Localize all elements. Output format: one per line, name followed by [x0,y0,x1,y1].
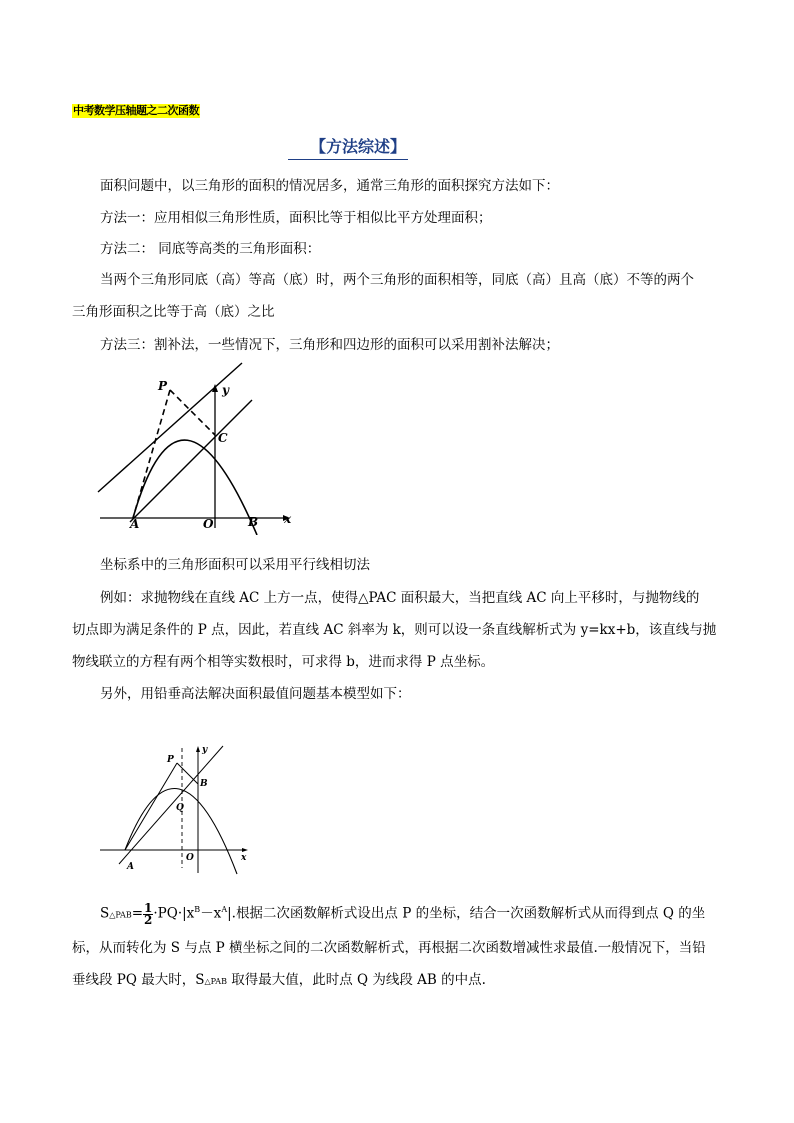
formula-fraction [143,900,153,927]
paragraph-method-1: 方法一：应用相似三角形性质，面积比等于相似比平方处理面积； [100,210,492,226]
label-a: A [127,862,134,872]
paragraph-intro: 面积问题中，以三角形的面积的情况居多，通常三角形的面积探究方法如下： [100,178,559,194]
paragraph-example-a: 例如：求抛物线在直线 AC 上方一点，使得△PAC 面积最大，当把直线 AC 向上平移时，与抛物线的 [100,590,700,606]
paragraph-method-2-detail-a: 当两个三角形同底（高）等高（底）时，两个三角形的面积相等，同底（高）且高（底）不等的两个 [100,272,694,288]
paragraph-tangent-method: 坐标系中的三角形面积可以采用平行线相切法 [100,557,370,573]
figure-parallel-tangent [90,360,305,535]
formula-denominator: 2 [144,912,153,927]
label-p: P [167,755,174,765]
label-b: B [200,779,208,789]
formula-sup-b: B [194,905,201,914]
formula-eq: = [131,905,144,922]
formula-mid: ·PQ·|x [153,905,195,922]
paragraph-formula-c [72,972,722,990]
formula-bar: |. [227,905,236,922]
section-heading: 【方法综述】 [288,136,408,160]
formula-rest: 根据二次函数解析式设出点 P 的坐标，结合一次函数解析式从而得到点 Q 的坐 [235,905,706,922]
paragraph-formula [72,902,750,926]
paragraph-method-2: 方法二： 同底等高类的三角形面积： [100,241,321,257]
formula-sup-a: A [221,905,228,914]
label-y: y [202,745,208,755]
formula-numerator: 1 [144,900,153,915]
conclusion-post: 取得最大值，此时点 Q 为线段 AB 的中点. [226,972,486,988]
label-x: x [284,512,292,526]
label-o: O [186,853,194,863]
label-p: P [158,379,168,393]
conclusion-pre: 垂线段 PQ 最大时，S [72,972,205,988]
label-y: y [222,383,229,397]
formula-minus: －x [200,905,222,922]
paragraph-method-2-detail-b: 三角形面积之比等于高（底）之比 [72,304,275,320]
topic-tag: 中考数学压轴题之二次函数 [73,104,199,117]
paragraph-vertical-height: 另外，用铅垂高法解决面积最值问题基本模型如下： [100,686,411,702]
label-x: x [241,853,247,863]
label-c: C [218,431,228,445]
paragraph-example-c: 物线联立的方程有两个相等实数根时，可求得 b，进而求得 P 点坐标。 [72,654,495,670]
formula-s-subscript: △PAB [109,910,132,920]
paragraph-method-3: 方法三：割补法，一些情况下，三角形和四边形的面积可以采用割补法解决； [100,337,559,353]
paragraph-formula-b: 标，从而转化为 S 与点 P 横坐标之间的二次函数解析式，再根据二次函数增减性求最值.一般情况下，当铅 [72,940,706,956]
figure-vertical-height [95,738,255,878]
label-q: Q [176,803,184,813]
paragraph-example-b: 切点即为满足条件的 P 点，因此，若直线 AC 斜率为 k，则可以设一条直线解析式为 y=kx+b，该直线与抛 [72,622,717,638]
label-a: A [130,517,140,531]
formula-s: S [100,905,110,922]
label-o: O [203,517,214,531]
conclusion-subscript: △PAB [204,977,227,986]
label-b: B [248,515,259,529]
